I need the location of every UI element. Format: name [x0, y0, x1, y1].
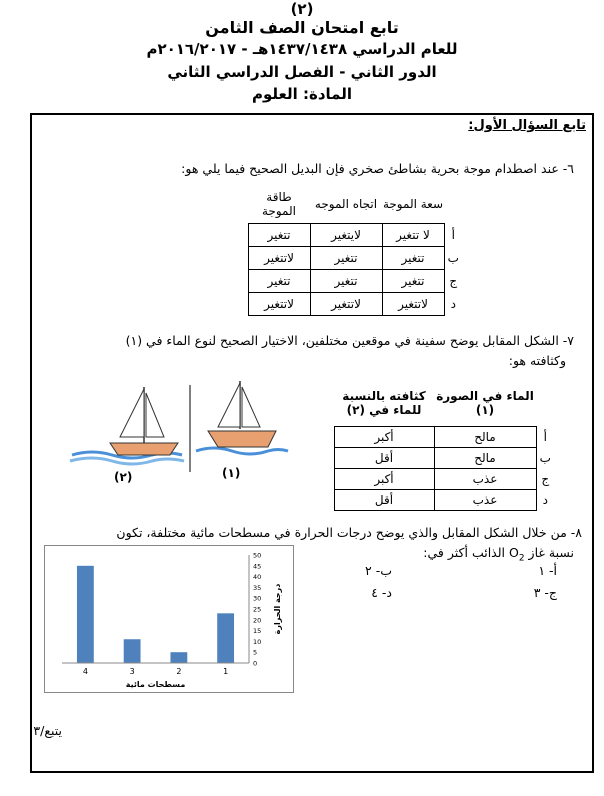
y-tick-label: 30: [253, 594, 262, 603]
table-cell: أقل: [334, 489, 434, 510]
option-a[interactable]: أ- ١: [538, 563, 557, 578]
table-cell: تتغير: [310, 269, 382, 292]
y-tick-label: 5: [253, 648, 258, 657]
table-cell: عذب: [434, 489, 536, 510]
y-tick-label: 45: [253, 562, 262, 571]
y-tick-label: 15: [253, 627, 262, 636]
table-cell: لاتتغير: [248, 292, 310, 315]
table-cell: لاتتغير: [382, 292, 444, 315]
exam-term: الدور الثاني - الفصل الدراسي الثاني: [167, 63, 437, 81]
row-label: أ: [451, 227, 455, 242]
question-7-text-line1: ٧- الشكل المقابل يوضح سفينة في موقعين مختلفين، الاختيار الصحيح لنوع الماء في (١): [125, 333, 574, 348]
table-cell: تتغير: [248, 223, 310, 246]
table-cell: تتغير: [248, 269, 310, 292]
x-tick-label: 3: [129, 667, 135, 676]
y-tick-label: 25: [253, 605, 262, 614]
question-6-text: ٦- عند اصطدام موجة بحرية بشاطئ صخري فإن البديل الصحيح فيما يلي هو:: [181, 161, 574, 176]
header-cell: كثافته بالنسبة للماء في (٢): [342, 388, 426, 417]
header-cell: الماء في الصورة (١): [436, 388, 534, 417]
option-c[interactable]: ج- ٣: [533, 585, 557, 600]
y-tick-label: 20: [253, 616, 262, 625]
x-tick-label: 4: [82, 667, 88, 676]
boats-illustration: [62, 377, 292, 487]
y-tick-label: 40: [253, 573, 262, 582]
question-7-table: [334, 380, 555, 511]
boat-2-label: (٢): [114, 470, 133, 484]
header-cell: اتجاه الموجه: [314, 196, 378, 211]
header-cell: طاقة الموجة: [262, 189, 296, 218]
temperature-bar-chart: [44, 545, 294, 693]
row-label: د: [542, 492, 548, 507]
page-number: (٢): [290, 0, 314, 18]
x-tick-label: 2: [176, 667, 182, 676]
corner-cell: [444, 185, 462, 223]
exam-title: تابع امتحان الصف الثامن: [205, 18, 399, 37]
table-cell: لايتغير: [310, 223, 382, 246]
table-cell: أقل: [334, 447, 434, 468]
y-axis-label: درجة الحرارة: [273, 583, 282, 635]
bar: [124, 639, 141, 663]
bar: [170, 652, 187, 663]
option-d[interactable]: د- ٤: [371, 585, 392, 600]
question-7-text-line2: وكثافته هو:: [508, 353, 566, 368]
academic-year: للعام الدراسي ١٤٣٧/١٤٣٨هـ - ٢٠١٦/٢٠١٧م: [146, 40, 458, 58]
x-tick-label: 1: [223, 667, 229, 676]
section-title: تابع السؤال الأول:: [468, 118, 586, 133]
row-label: ج: [449, 273, 458, 288]
table-cell: لاتتغير: [248, 246, 310, 269]
exam-frame: [30, 113, 594, 773]
subject: المادة: العلوم: [252, 85, 352, 103]
y-tick-label: 0: [253, 659, 258, 668]
option-b[interactable]: ب- ٢: [365, 563, 392, 578]
y-tick-label: 35: [253, 583, 262, 592]
table-cell: عذب: [434, 468, 536, 489]
boat-2-icon: [70, 387, 184, 464]
question-8-text-line2: نسبة غاز $O_2$ الذائب أكثر في:: [423, 545, 574, 564]
row-label: أ: [543, 429, 547, 444]
x-axis-label: مسطحات مائية: [125, 680, 186, 689]
boat-1-icon: [196, 381, 288, 454]
row-label: ب: [447, 250, 459, 265]
table-cell: لاتتغير: [310, 292, 382, 315]
row-label: ب: [539, 450, 551, 465]
question-8-text-line1: ٨- من خلال الشكل المقابل والذي يوضح درجات الحرارة في مسطحات مائية مختلفة، تكون: [116, 525, 582, 540]
question-6-table: [248, 185, 463, 316]
table-cell: مالح: [434, 426, 536, 447]
header-cell: سعة الموجة: [382, 196, 444, 211]
row-label: د: [450, 296, 456, 311]
table-cell: تتغير: [382, 246, 444, 269]
table-cell: تتغير: [310, 246, 382, 269]
continued-note: يتبع/٣: [33, 723, 62, 738]
corner-cell: [536, 380, 554, 426]
table-cell: لا تتغير: [382, 223, 444, 246]
boat-1-label: (١): [222, 466, 241, 480]
bar: [77, 566, 94, 663]
row-label: ج: [541, 471, 550, 486]
y-tick-label: 10: [253, 637, 262, 646]
table-cell: أكبر: [334, 468, 434, 489]
y-tick-label: 50: [253, 551, 262, 560]
table-cell: مالح: [434, 447, 536, 468]
table-cell: تتغير: [382, 269, 444, 292]
bar: [217, 613, 234, 663]
table-cell: أكبر: [334, 426, 434, 447]
